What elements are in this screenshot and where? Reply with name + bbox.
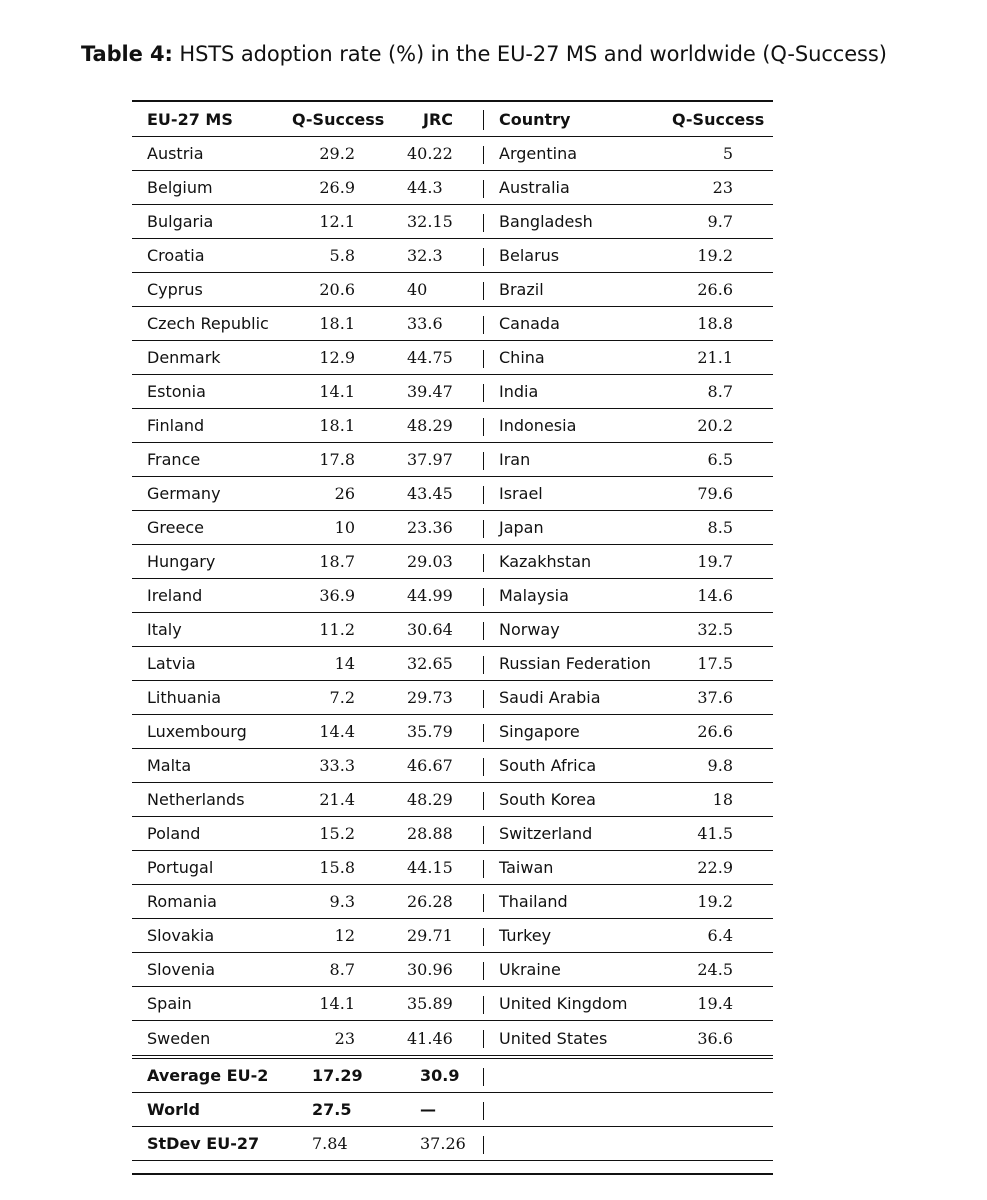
table-row xyxy=(132,783,773,817)
cell-eu-member-state: Italy xyxy=(147,620,182,639)
table-row xyxy=(132,953,773,987)
cell-eu-member-state: Spain xyxy=(147,994,192,1013)
summary-qsuccess: 17.29 xyxy=(312,1066,363,1085)
cell-country-qsuccess: 18.8 xyxy=(697,314,733,333)
column-separator xyxy=(483,1102,484,1120)
cell-eu-member-state: Slovenia xyxy=(147,960,216,979)
table-row xyxy=(132,341,773,375)
column-separator xyxy=(483,110,484,130)
cell-eu-member-state: Romania xyxy=(147,892,217,911)
column-separator xyxy=(483,520,484,538)
column-separator xyxy=(483,554,484,572)
column-separator xyxy=(483,452,484,470)
cell-country-qsuccess: 19.2 xyxy=(697,892,733,911)
cell-eu-member-state: Latvia xyxy=(147,654,196,673)
cell-eu-qsuccess: 12 xyxy=(334,926,355,945)
cell-eu-member-state: Greece xyxy=(147,518,204,537)
table-bottom-rule xyxy=(132,1173,773,1175)
header-qsuccess-world: Q-Success xyxy=(672,109,765,129)
cell-eu-jrc: 32.3 xyxy=(407,246,443,265)
table-row xyxy=(132,1021,773,1055)
cell-eu-qsuccess: 11.2 xyxy=(319,620,355,639)
summary-row xyxy=(132,1093,773,1127)
cell-country: Thailand xyxy=(499,892,568,911)
cell-eu-member-state: Sweden xyxy=(147,1028,211,1048)
header-eu27-ms: EU-27 MS xyxy=(147,109,233,129)
header-qsuccess-eu: Q-Success xyxy=(292,109,385,129)
table-row xyxy=(132,307,773,341)
cell-eu-jrc: 32.15 xyxy=(407,212,453,231)
cell-country: Norway xyxy=(499,620,560,639)
summary-qsuccess: 27.5 xyxy=(312,1100,352,1119)
column-separator xyxy=(483,282,484,300)
column-separator xyxy=(483,996,484,1014)
table-row xyxy=(132,613,773,647)
column-separator xyxy=(483,622,484,640)
cell-country-qsuccess: 14.6 xyxy=(697,586,733,605)
column-separator xyxy=(483,758,484,776)
cell-eu-member-state: Slovakia xyxy=(147,926,215,945)
table-row xyxy=(132,681,773,715)
cell-eu-jrc: 28.88 xyxy=(407,824,453,843)
cell-eu-qsuccess: 21.4 xyxy=(319,790,355,809)
cell-eu-member-state: Croatia xyxy=(147,246,205,265)
cell-country: Indonesia xyxy=(499,416,577,435)
table-row xyxy=(132,443,773,477)
cell-eu-jrc: 44.15 xyxy=(407,858,453,877)
cell-eu-qsuccess: 18.1 xyxy=(319,314,355,333)
column-separator xyxy=(483,588,484,606)
cell-eu-qsuccess: 10 xyxy=(334,518,355,537)
cell-eu-member-state: Finland xyxy=(147,416,205,435)
column-separator xyxy=(483,1136,484,1154)
cell-country: Bangladesh xyxy=(499,212,593,231)
cell-country: Singapore xyxy=(499,722,580,741)
cell-eu-qsuccess: 12.9 xyxy=(319,348,355,367)
cell-eu-qsuccess: 33.3 xyxy=(319,756,355,775)
cell-eu-member-state: Estonia xyxy=(147,382,206,401)
table-row xyxy=(132,919,773,953)
table-row xyxy=(132,851,773,885)
cell-eu-member-state: Germany xyxy=(147,484,221,503)
cell-eu-member-state: Austria xyxy=(147,144,204,163)
cell-eu-jrc: 30.96 xyxy=(407,960,453,979)
cell-eu-qsuccess: 18.7 xyxy=(319,552,355,571)
cell-country: Switzerland xyxy=(499,824,593,843)
table-caption xyxy=(81,42,887,66)
cell-eu-qsuccess: 18.1 xyxy=(319,416,355,435)
cell-eu-jrc: 35.89 xyxy=(407,994,453,1013)
cell-eu-member-state: Cyprus xyxy=(147,280,203,299)
summary-jrc: 30.9 xyxy=(420,1066,460,1085)
cell-eu-qsuccess: 29.2 xyxy=(319,144,355,163)
cell-country: Saudi Arabia xyxy=(499,688,601,707)
cell-country-qsuccess: 9.8 xyxy=(707,756,733,775)
cell-eu-jrc: 29.03 xyxy=(407,552,453,571)
cell-country: Australia xyxy=(499,178,570,197)
cell-eu-qsuccess: 12.1 xyxy=(319,212,355,231)
cell-eu-member-state: Poland xyxy=(147,824,201,843)
cell-country: Malaysia xyxy=(499,586,569,605)
cell-eu-qsuccess: 26.9 xyxy=(319,178,355,197)
table-row xyxy=(132,511,773,545)
cell-eu-jrc: 44.99 xyxy=(407,586,453,605)
cell-country: Argentina xyxy=(499,144,578,163)
column-separator xyxy=(483,928,484,946)
cell-country-qsuccess: 37.6 xyxy=(697,688,733,707)
cell-country: South Korea xyxy=(499,790,596,809)
table-row xyxy=(132,375,773,409)
cell-eu-qsuccess: 36.9 xyxy=(319,586,355,605)
summary-label: Average EU-2 xyxy=(147,1066,269,1085)
cell-country: Canada xyxy=(499,314,560,333)
cell-eu-jrc: 48.29 xyxy=(407,790,453,809)
cell-eu-member-state: Belgium xyxy=(147,178,213,197)
column-separator xyxy=(483,826,484,844)
cell-eu-jrc: 41.46 xyxy=(407,1028,453,1048)
cell-country: Ukraine xyxy=(499,960,561,979)
cell-country: Kazakhstan xyxy=(499,552,592,571)
cell-country-qsuccess: 18 xyxy=(712,790,733,809)
hsts-adoption-table xyxy=(132,100,773,1175)
cell-eu-jrc: 35.79 xyxy=(407,722,453,741)
cell-country-qsuccess: 41.5 xyxy=(697,824,733,843)
cell-eu-member-state: Bulgaria xyxy=(147,212,214,231)
cell-eu-jrc: 33.6 xyxy=(407,314,443,333)
cell-eu-jrc: 43.45 xyxy=(407,484,453,503)
cell-eu-jrc: 29.73 xyxy=(407,688,453,707)
summary-jrc: 37.26 xyxy=(420,1134,466,1153)
summary-row xyxy=(132,1127,773,1161)
cell-country: Iran xyxy=(499,450,531,469)
cell-eu-member-state: France xyxy=(147,450,201,469)
column-separator xyxy=(483,248,484,266)
cell-eu-jrc: 30.64 xyxy=(407,620,453,639)
cell-country-qsuccess: 19.2 xyxy=(697,246,733,265)
cell-country-qsuccess: 8.5 xyxy=(707,518,733,537)
column-separator xyxy=(483,180,484,198)
table-row xyxy=(132,987,773,1021)
table-row xyxy=(132,273,773,307)
cell-country-qsuccess: 21.1 xyxy=(697,348,733,367)
column-separator xyxy=(483,860,484,878)
summary-label: World xyxy=(147,1100,200,1119)
column-separator xyxy=(483,418,484,436)
column-separator xyxy=(483,214,484,232)
cell-eu-member-state: Portugal xyxy=(147,858,214,877)
cell-eu-qsuccess: 14 xyxy=(334,654,355,673)
cell-country: Japan xyxy=(499,518,544,537)
column-separator xyxy=(483,656,484,674)
cell-country-qsuccess: 26.6 xyxy=(697,280,733,299)
cell-country-qsuccess: 8.7 xyxy=(707,382,733,401)
cell-eu-jrc: 40 xyxy=(407,280,428,299)
table-row xyxy=(132,239,773,273)
cell-country: India xyxy=(499,382,539,401)
cell-eu-jrc: 23.36 xyxy=(407,518,453,537)
cell-country: Israel xyxy=(499,484,543,503)
cell-eu-jrc: 26.28 xyxy=(407,892,453,911)
column-separator xyxy=(483,1068,484,1086)
column-separator xyxy=(483,316,484,334)
cell-country: Russian Federation xyxy=(499,654,651,673)
column-separator xyxy=(483,384,484,402)
cell-eu-member-state: Czech Republic xyxy=(147,314,269,333)
caption-text: HSTS adoption rate (%) in the EU-27 MS and worldwide (Q-Success) xyxy=(179,42,887,66)
cell-country: China xyxy=(499,348,545,367)
cell-country-qsuccess: 32.5 xyxy=(697,620,733,639)
cell-country-qsuccess: 22.9 xyxy=(697,858,733,877)
cell-eu-jrc: 44.75 xyxy=(407,348,453,367)
cell-eu-member-state: Denmark xyxy=(147,348,221,367)
cell-eu-qsuccess: 23 xyxy=(334,1028,355,1048)
column-separator xyxy=(483,146,484,164)
column-separator xyxy=(483,350,484,368)
column-separator xyxy=(483,690,484,708)
table-row xyxy=(132,749,773,783)
cell-eu-qsuccess: 17.8 xyxy=(319,450,355,469)
cell-eu-member-state: Malta xyxy=(147,756,192,775)
cell-country-qsuccess: 79.6 xyxy=(697,484,733,503)
cell-eu-jrc: 39.47 xyxy=(407,382,453,401)
table-row xyxy=(132,171,773,205)
summary-qsuccess: 7.84 xyxy=(312,1134,348,1153)
cell-eu-qsuccess: 15.8 xyxy=(319,858,355,877)
column-separator xyxy=(483,894,484,912)
cell-country-qsuccess: 6.4 xyxy=(707,926,733,945)
cell-eu-jrc: 46.67 xyxy=(407,756,453,775)
cell-country: Taiwan xyxy=(499,858,554,877)
cell-country-qsuccess: 26.6 xyxy=(697,722,733,741)
table-row xyxy=(132,205,773,239)
cell-eu-member-state: Luxembourg xyxy=(147,722,247,741)
cell-eu-member-state: Netherlands xyxy=(147,790,245,809)
cell-eu-jrc: 32.65 xyxy=(407,654,453,673)
cell-eu-jrc: 29.71 xyxy=(407,926,453,945)
cell-eu-member-state: Lithuania xyxy=(147,688,222,707)
cell-country: Brazil xyxy=(499,280,544,299)
cell-eu-jrc: 37.97 xyxy=(407,450,453,469)
cell-eu-qsuccess: 8.7 xyxy=(329,960,355,979)
summary-label: StDev EU-27 xyxy=(147,1134,260,1153)
column-separator xyxy=(483,486,484,504)
cell-eu-jrc: 48.29 xyxy=(407,416,453,435)
table-header-row xyxy=(132,102,773,137)
cell-country-qsuccess: 19.7 xyxy=(697,552,733,571)
cell-eu-qsuccess: 14.1 xyxy=(319,994,355,1013)
cell-eu-qsuccess: 9.3 xyxy=(329,892,355,911)
cell-eu-qsuccess: 14.1 xyxy=(319,382,355,401)
table-summary xyxy=(132,1059,773,1161)
column-separator xyxy=(483,962,484,980)
column-separator xyxy=(483,1030,484,1048)
cell-country-qsuccess: 20.2 xyxy=(697,416,733,435)
cell-eu-qsuccess: 26 xyxy=(334,484,355,503)
table-row xyxy=(132,817,773,851)
header-country: Country xyxy=(499,109,571,129)
cell-country: Turkey xyxy=(499,926,552,945)
table-row xyxy=(132,715,773,749)
cell-eu-member-state: Ireland xyxy=(147,586,203,605)
cell-eu-qsuccess: 20.6 xyxy=(319,280,355,299)
cell-eu-jrc: 40.22 xyxy=(407,144,453,163)
cell-country-qsuccess: 17.5 xyxy=(697,654,733,673)
cell-country-qsuccess: 36.6 xyxy=(697,1028,733,1048)
cell-eu-member-state: Hungary xyxy=(147,552,216,571)
table-row xyxy=(132,647,773,681)
cell-eu-qsuccess: 5.8 xyxy=(329,246,355,265)
table-row xyxy=(132,409,773,443)
cell-country: United States xyxy=(499,1028,608,1048)
table-row xyxy=(132,137,773,171)
table-row xyxy=(132,579,773,613)
cell-country-qsuccess: 5 xyxy=(722,144,733,163)
caption-label: Table 4: xyxy=(81,42,173,66)
cell-country: United Kingdom xyxy=(499,994,628,1013)
table-row xyxy=(132,545,773,579)
cell-country: South Africa xyxy=(499,756,597,775)
cell-country-qsuccess: 6.5 xyxy=(707,450,733,469)
summary-jrc: — xyxy=(420,1100,436,1119)
cell-eu-qsuccess: 15.2 xyxy=(319,824,355,843)
cell-country: Belarus xyxy=(499,246,560,265)
cell-eu-qsuccess: 14.4 xyxy=(319,722,355,741)
cell-country-qsuccess: 24.5 xyxy=(697,960,733,979)
header-jrc: JRC xyxy=(423,109,454,129)
table-row xyxy=(132,477,773,511)
cell-country-qsuccess: 23 xyxy=(712,178,733,197)
summary-row xyxy=(132,1059,773,1093)
cell-country-qsuccess: 19.4 xyxy=(697,994,733,1013)
column-separator xyxy=(483,724,484,742)
table-row xyxy=(132,885,773,919)
cell-country-qsuccess: 9.7 xyxy=(707,212,733,231)
column-separator xyxy=(483,792,484,810)
cell-eu-jrc: 44.3 xyxy=(407,178,443,197)
table-body xyxy=(132,137,773,1055)
cell-eu-qsuccess: 7.2 xyxy=(329,688,355,707)
